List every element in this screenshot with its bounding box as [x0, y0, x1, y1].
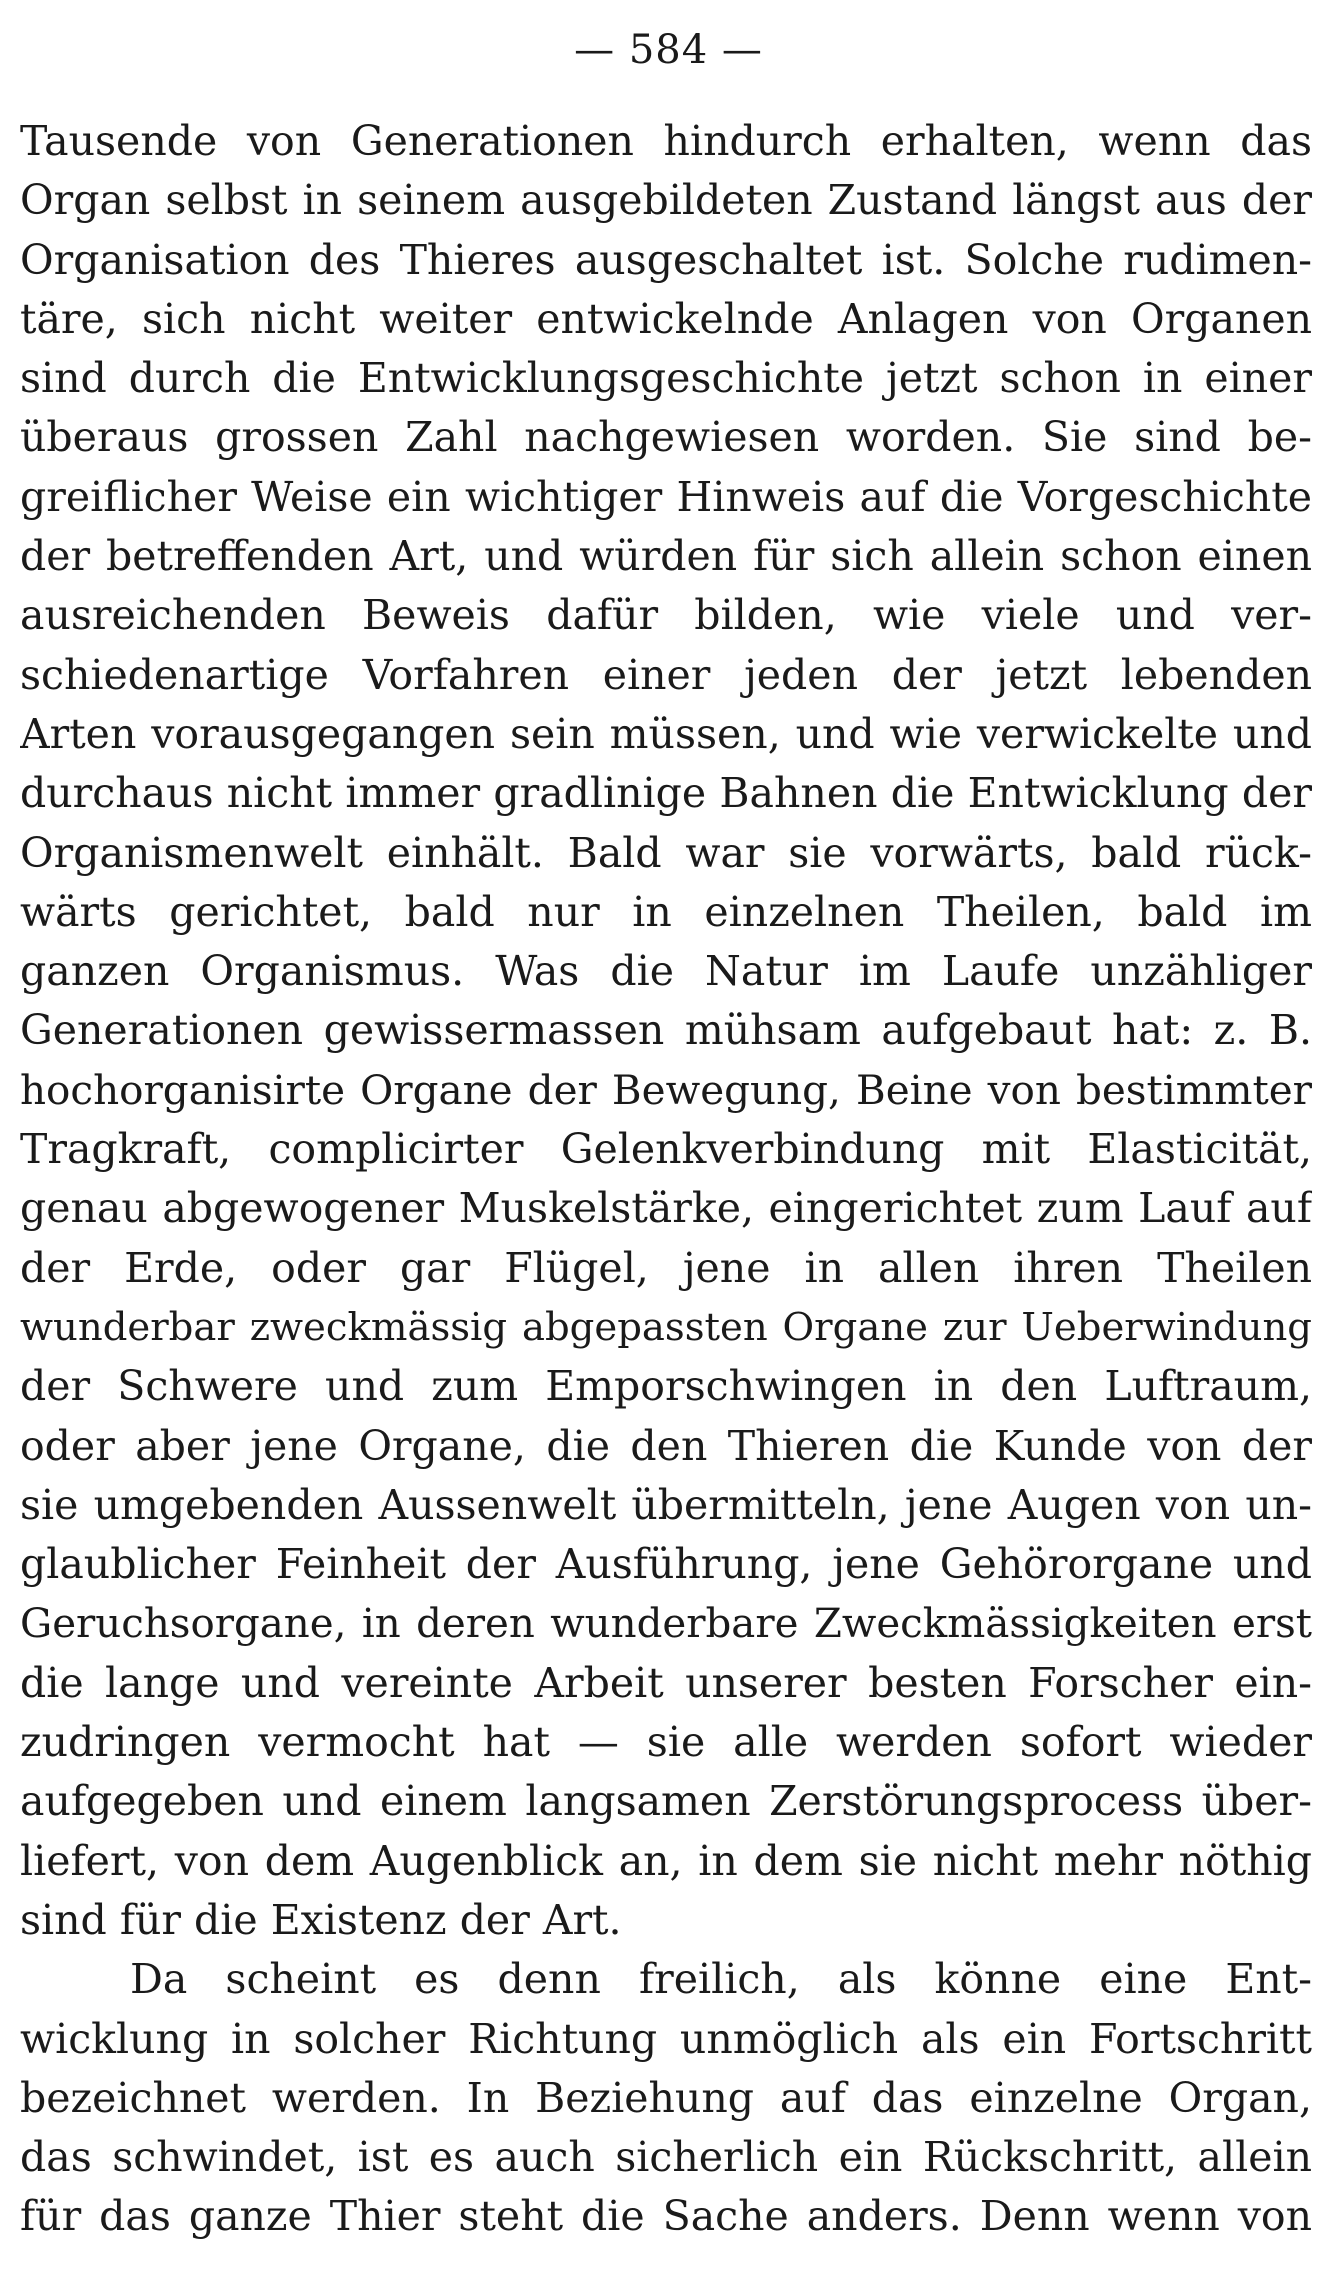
text-line: greiflicher Weise ein wichtiger Hinweis auf die Vorgeschichte — [20, 472, 1312, 521]
text-line: genau abgewogener Muskelstärke, eingerichtet zum Lauf auf — [20, 1184, 1312, 1233]
body-text — [20, 112, 1312, 2247]
text-line: ausreichenden Beweis dafür bilden, wie viele und ver- — [20, 591, 1312, 640]
text-line: überaus grossen Zahl nachgewiesen worden. Sie sind be- — [20, 413, 1312, 462]
page-number: — 584 — — [574, 27, 763, 73]
text-line: Tragkraft, complicirter Gelenkverbindung mit Elasticität, — [20, 1125, 1312, 1174]
paragraph-2 — [20, 1950, 1312, 2246]
text-line: Geruchsorgane, in deren wunderbare Zweckmässigkeiten erst — [20, 1600, 1312, 1648]
text-line: für das ganze Thier steht die Sache anders. Denn wenn von — [20, 2192, 1312, 2241]
text-line: der Schwere und zum Emporschwingen in den Luftraum, — [20, 1362, 1312, 1411]
text-line: Tausende von Generationen hindurch erhalten, wenn das — [20, 117, 1312, 165]
text-line: sind für die Existenz der Art. — [20, 1895, 622, 1944]
paragraph-1 — [20, 112, 1312, 1950]
text-line: zudringen vermocht hat — sie alle werden sofort wieder — [20, 1718, 1312, 1767]
text-line: schiedenartige Vorfahren einer jeden der jetzt lebenden — [20, 650, 1312, 699]
text-line: glaublicher Feinheit der Ausführung, jene Gehörorgane und — [20, 1540, 1312, 1589]
text-line: wärts gerichtet, bald nur in einzelnen Theilen, bald im — [20, 887, 1312, 936]
text-line: wunderbar zweckmässig abgepassten Organe zur Ueberwindung — [20, 1304, 1312, 1350]
text-line: Organismenwelt einhält. Bald war sie vorwärts, bald rück- — [20, 828, 1312, 877]
text-line: sind durch die Entwicklungsgeschichte jetzt schon in einer — [20, 354, 1312, 403]
text-line: bezeichnet werden. In Beziehung auf das einzelne Organ, — [20, 2073, 1312, 2122]
text-line: das schwindet, ist es auch sicherlich ein Rückschritt, allein — [20, 2133, 1312, 2182]
text-line: oder aber jene Organe, die den Thieren die Kunde von der — [20, 1421, 1312, 1470]
text-line: Da scheint es denn freilich, als könne eine Ent- — [130, 1955, 1312, 2004]
text-line: täre, sich nicht weiter entwickelnde Anlagen von Organen — [20, 294, 1312, 343]
text-line: Arten vorausgegangen sein müssen, und wie verwickelte und — [20, 709, 1312, 758]
text-line: durchaus nicht immer gradlinige Bahnen die Entwicklung der — [20, 769, 1312, 818]
text-line: Organ selbst in seinem ausgebildeten Zustand längst aus der — [20, 176, 1312, 225]
text-line: wicklung in solcher Richtung unmöglich als ein Fortschritt — [20, 2014, 1312, 2063]
text-line: Generationen gewissermassen mühsam aufgebaut hat: z. B. — [20, 1006, 1312, 1055]
text-line: ganzen Organismus. Was die Natur im Laufe unzähliger — [20, 947, 1312, 996]
text-line: hochorganisirte Organe der Bewegung, Beine von bestimmter — [20, 1065, 1312, 1114]
text-line: aufgegeben und einem langsamen Zerstörungsprocess über- — [20, 1777, 1312, 1826]
text-line: die lange und vereinte Arbeit unserer besten Forscher ein- — [20, 1658, 1312, 1707]
text-line: Organisation des Thieres ausgeschaltet ist. Solche rudimen- — [20, 235, 1312, 284]
text-line: liefert, von dem Augenblick an, in dem sie nicht mehr nöthig — [20, 1836, 1312, 1885]
text-line: der Erde, oder gar Flügel, jene in allen ihren Theilen — [20, 1243, 1312, 1292]
text-line: der betreffenden Art, und würden für sich allein schon einen — [20, 532, 1312, 581]
text-line: sie umgebenden Aussenwelt übermitteln, jene Augen von un- — [20, 1480, 1312, 1529]
